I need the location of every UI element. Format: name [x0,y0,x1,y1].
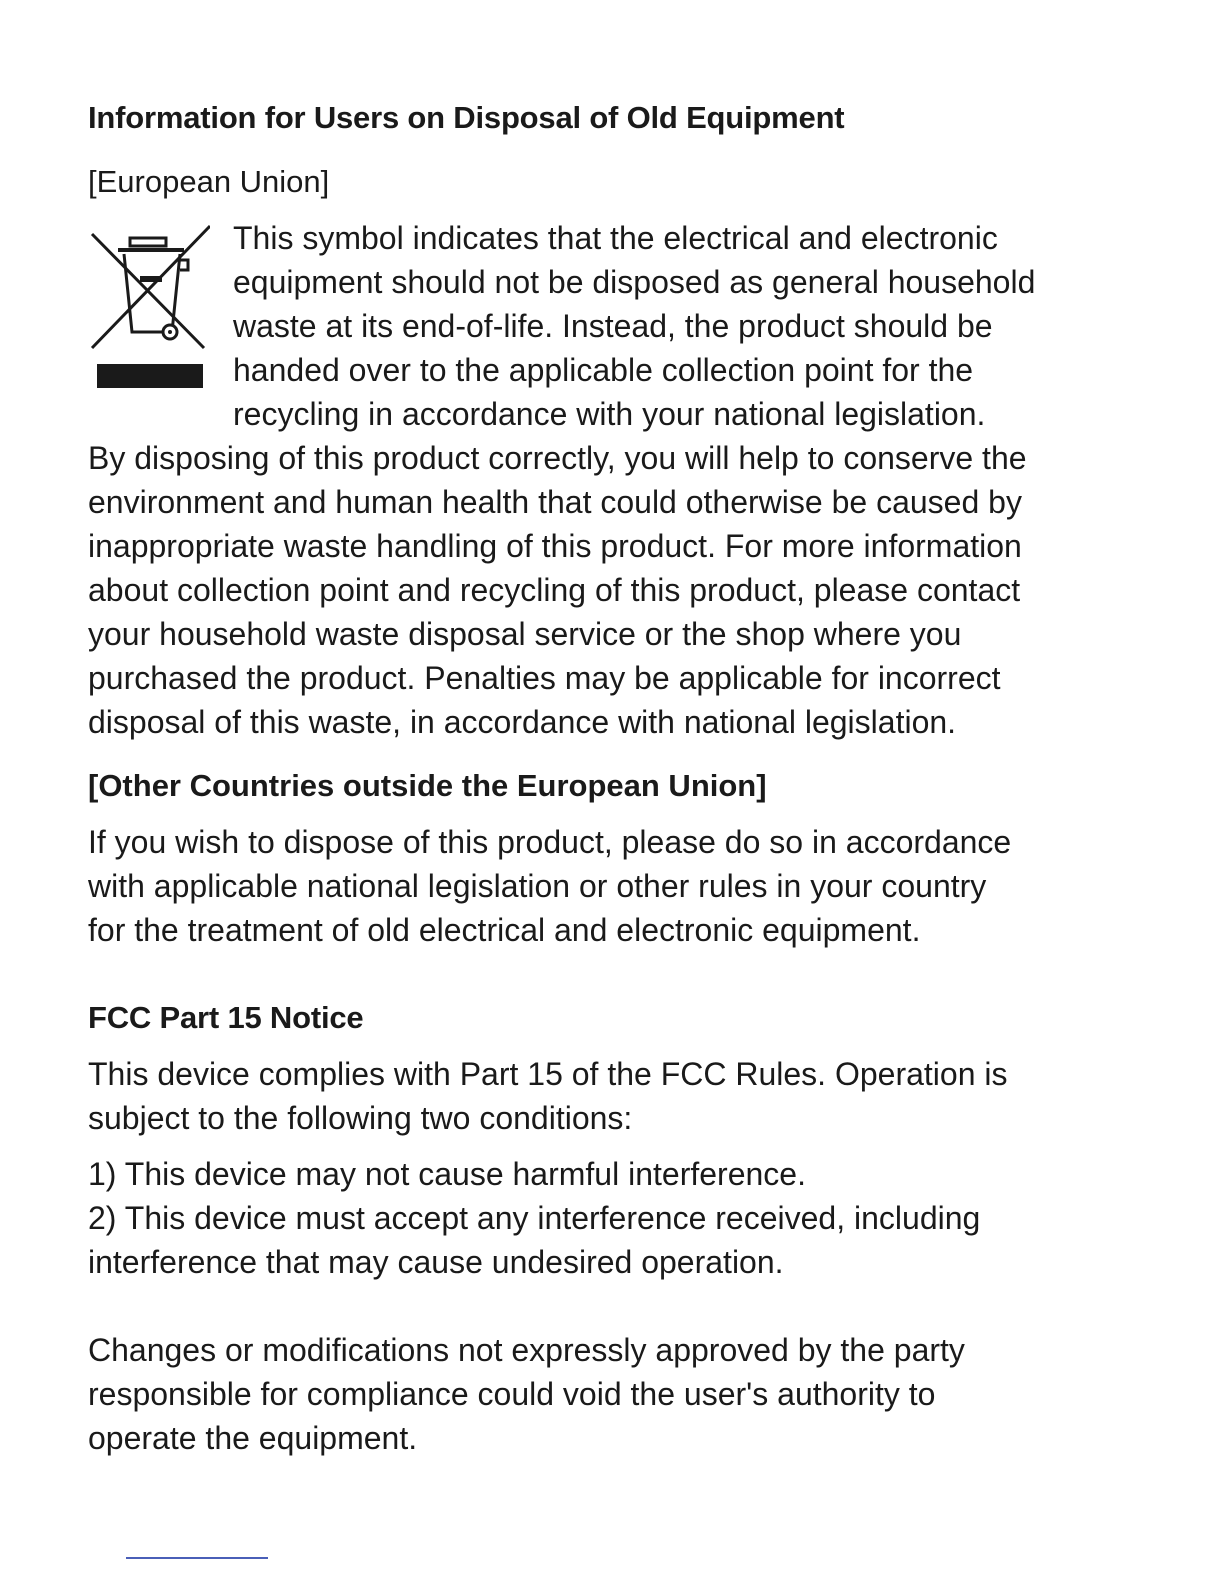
fcc-title: FCC Part 15 Notice [88,1000,364,1035]
fcc-intro [88,1052,1118,1140]
eu-heading: [European Union] [88,164,330,199]
eu-line: disposal of this waste, in accordance with national legislation. [88,704,957,740]
fcc-conditions [88,1152,1118,1284]
eu-line: about collection point and recycling of this product, please contact [88,572,1021,608]
fcc-changes-line: operate the equipment. [88,1420,418,1456]
eu-line: your household waste disposal service or the shop where you [88,616,962,652]
weee-crossed-out-bin-icon [88,220,210,400]
disposal-title: Information for Users on Disposal of Old Equipment [88,100,845,135]
eu-line: By disposing of this product correctly, you will help to conserve the [88,440,1027,476]
other-countries-heading: [Other Countries outside the European Union] [88,768,767,803]
footer-divider [126,1557,268,1559]
other-line: with applicable national legislation or other rules in your country [88,868,987,904]
fcc-intro-line: subject to the following two conditions: [88,1100,633,1136]
weee-section [88,216,1118,436]
other-countries-paragraph [88,820,1118,952]
eu-paragraph [88,436,1118,744]
symbol-line: waste at its end-of-life. Instead, the product should be [233,308,993,344]
symbol-line: handed over to the applicable collection point for the [233,352,974,388]
symbol-line: recycling in accordance with your national legislation. [233,396,986,432]
symbol-line: equipment should not be disposed as general household [233,264,1036,300]
symbol-line: This symbol indicates that the electrical and electronic [233,220,998,256]
fcc-changes [88,1328,1118,1460]
eu-line: environment and human health that could otherwise be caused by [88,484,1022,520]
eu-line: inappropriate waste handling of this product. For more information [88,528,1022,564]
eu-line: purchased the product. Penalties may be applicable for incorrect [88,660,1001,696]
fcc-condition-line: 2) This device must accept any interference received, including [88,1200,981,1236]
other-line: for the treatment of old electrical and electronic equipment. [88,912,921,948]
fcc-changes-line: responsible for compliance could void the user's authority to [88,1376,936,1412]
fcc-intro-line: This device complies with Part 15 of the FCC Rules. Operation is [88,1056,1008,1092]
symbol-description [233,216,1133,436]
document-page [88,96,1118,1460]
fcc-changes-line: Changes or modifications not expressly approved by the party [88,1332,965,1368]
other-line: If you wish to dispose of this product, please do so in accordance [88,824,1012,860]
fcc-condition-line: interference that may cause undesired operation. [88,1244,784,1280]
fcc-condition-line: 1) This device may not cause harmful interference. [88,1156,806,1192]
